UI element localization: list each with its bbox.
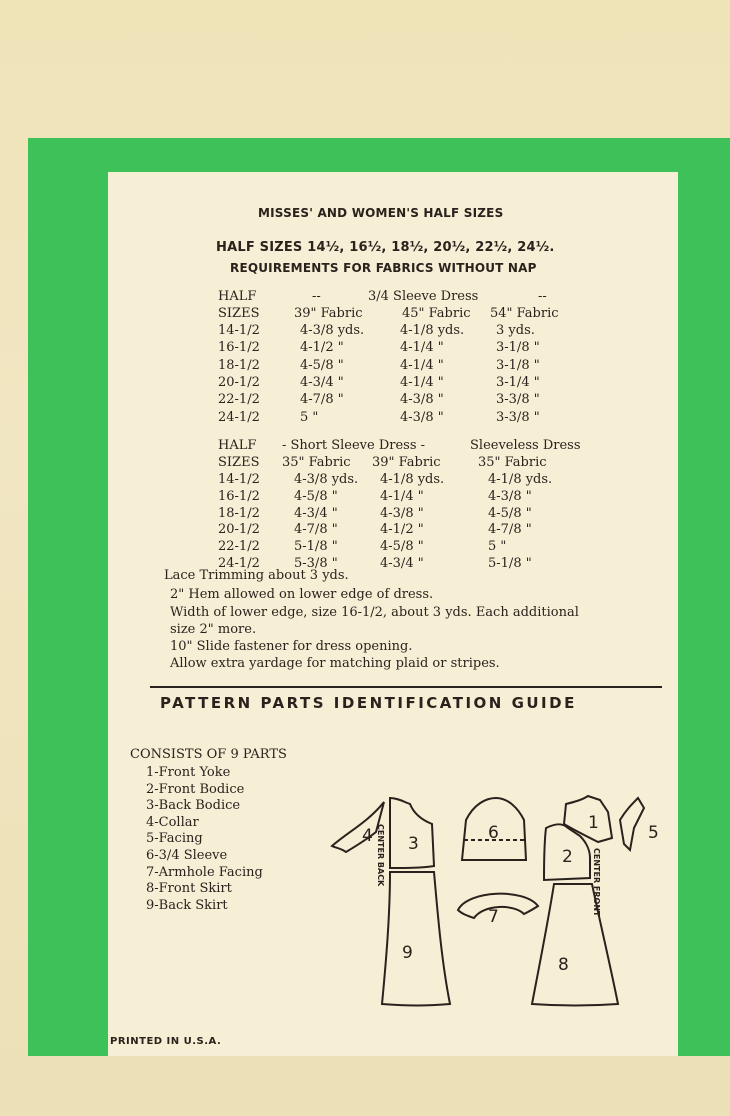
t1-head-54: 54" Fabric [490,306,559,321]
t2-head-sleeveless: Sleeveless Dress [470,438,581,453]
part-item: 9-Back Skirt [146,897,228,913]
label-1: 1 [588,813,599,833]
table1-row-4-col-0: 22-1/2 [218,392,260,408]
note-fastener: 10" Slide fastener for dress opening. [170,639,413,654]
note-hem: 2" Hem allowed on lower edge of dress. [170,587,434,602]
table2-row-4-col-1: 5-1/8 " [294,539,338,555]
table2-row-1-col-1: 4-5/8 " [294,488,338,504]
table2-row-0-col-3: 4-1/8 yds. [488,472,553,487]
table1-row-1-col-0: 16-1/2 [218,340,260,356]
table2-row-5-col-3: 5-1/8 " [488,556,532,571]
table2-row-2-col-1: 4-3/4 " [294,505,338,521]
note-lace: Lace Trimming about 3 yds. [164,568,349,583]
t1-head-45: 45" Fabric [402,306,471,321]
table2-row-4-col-0: 22-1/2 [218,539,260,555]
table1-row-2-col-2: 4-1/4 " [400,357,444,373]
table1-row-3-col-0: 20-1/2 [218,374,260,390]
t2-head-35a: 35" Fabric [282,455,351,470]
label-2: 2 [562,847,573,867]
table1-row-1-col-2: 4-1/4 " [400,340,444,356]
t1-head-dash-left: -- [312,289,321,304]
t1-head-dash-right: -- [538,289,547,304]
table1-row-0-col-0: 14-1/2 [218,323,260,338]
center-back-label: CENTER BACK [376,824,385,887]
table2-row-2-col-3: 4-5/8 " [488,505,532,521]
table2-row-3-col-1: 4-7/8 " [294,522,338,538]
piece-front-skirt [532,884,618,1006]
table2-row-1-col-0: 16-1/2 [218,488,260,504]
table2-row-3-col-3: 4-7/8 " [488,522,532,538]
part-item: 7-Armhole Facing [146,864,263,880]
table2-row-1-col-3: 4-3/8 " [488,488,532,504]
center-front-label: CENTER FRONT [592,848,601,917]
table2-row-0-col-0: 14-1/2 [218,472,260,487]
t1-head-dress: 3/4 Sleeve Dress [368,289,479,304]
table2-row-2-col-2: 4-3/8 " [380,505,424,521]
part-item: 5-Facing [146,831,203,847]
table1-row-4-col-1: 4-7/8 " [300,392,344,408]
part-item: 6-3/4 Sleeve [146,848,228,863]
t1-head-half: HALF [218,289,257,304]
t1-head-39: 39" Fabric [294,306,363,321]
piece-facing [620,798,644,850]
guide-title: PATTERN PARTS IDENTIFICATION GUIDE [160,694,577,712]
part-item: 4-Collar [146,814,199,830]
t1-head-sizes: SIZES [218,306,260,321]
table2-row-0-col-1: 4-3/8 yds. [294,472,359,487]
part-item: 8-Front Skirt [146,881,232,897]
table1-row-5-col-2: 4-3/8 " [400,409,444,425]
label-4: 4 [362,826,373,846]
table2-row-3-col-0: 20-1/2 [218,522,260,538]
table1-row-4-col-3: 3-3/8 " [496,392,540,408]
label-5: 5 [648,823,659,843]
table2-row-3-col-2: 4-1/2 " [380,522,424,538]
piece-back-skirt [382,872,450,1006]
t2-head-35b: 35" Fabric [478,455,547,470]
t2-head-half: HALF [218,438,257,453]
table1-row-5-col-0: 24-1/2 [218,409,260,425]
table1-row-4-col-2: 4-3/8 " [400,392,444,408]
table2-row-4-col-3: 5 " [488,539,507,555]
table2-row-1-col-2: 4-1/4 " [380,488,424,504]
t2-head-39: 39" Fabric [372,455,441,470]
t2-head-sizes: SIZES [218,455,260,470]
label-3: 3 [408,834,419,854]
table1-row-3-col-3: 3-1/4 " [496,374,540,390]
table1-row-0-col-1: 4-3/8 yds. [300,323,365,338]
sizes-line: HALF SIZES 14½, 16½, 18½, 20½, 22½, 24½. [216,240,555,255]
printed-in-usa: PRINTED IN U.S.A. [110,1036,222,1047]
piece-back-bodice [390,798,434,868]
table2-row-4-col-2: 4-5/8 " [380,539,424,555]
label-7: 7 [488,907,499,927]
label-8: 8 [558,955,569,975]
note-plaid: Allow extra yardage for matching plaid or stripes. [170,656,500,671]
t2-head-short-sleeve: - Short Sleeve Dress - [282,438,426,453]
table2-row-0-col-2: 4-1/8 yds. [380,472,445,487]
pattern-pieces-diagram [318,792,668,1007]
table1-row-3-col-1: 4-3/4 " [300,374,344,390]
note-size: size 2" more. [170,622,257,637]
table1-row-5-col-3: 3-3/8 " [496,409,540,425]
table1-row-1-col-3: 3-1/8 " [496,340,540,356]
table1-row-0-col-3: 3 yds. [496,323,535,338]
divider-rule [150,686,662,688]
note-width: Width of lower edge, size 16-1/2, about 3 yds. Each additional [170,605,579,620]
part-item: 1-Front Yoke [146,765,231,780]
table1-row-1-col-1: 4-1/2 " [300,340,344,356]
table1-row-2-col-1: 4-5/8 " [300,357,344,373]
section-title: MISSES' AND WOMEN'S HALF SIZES [258,206,504,220]
table1-row-3-col-2: 4-1/4 " [400,374,444,390]
table2-row-5-col-2: 4-3/4 " [380,556,424,571]
table1-row-2-col-3: 3-1/8 " [496,357,540,373]
label-6: 6 [488,823,499,843]
requirements-line: REQUIREMENTS FOR FABRICS WITHOUT NAP [230,261,537,275]
label-9: 9 [402,943,413,963]
parts-heading: CONSISTS OF 9 PARTS [130,747,287,762]
table1-row-5-col-1: 5 " [300,409,319,425]
table2-row-5-col-0: 24-1/2 [218,556,260,571]
part-item: 3-Back Bodice [146,798,241,814]
table2-row-2-col-0: 18-1/2 [218,505,260,521]
table1-row-2-col-0: 18-1/2 [218,357,260,373]
table1-row-0-col-2: 4-1/8 yds. [400,323,465,338]
table2-row-5-col-1: 5-3/8 " [294,556,338,571]
part-item: 2-Front Bodice [146,781,245,797]
